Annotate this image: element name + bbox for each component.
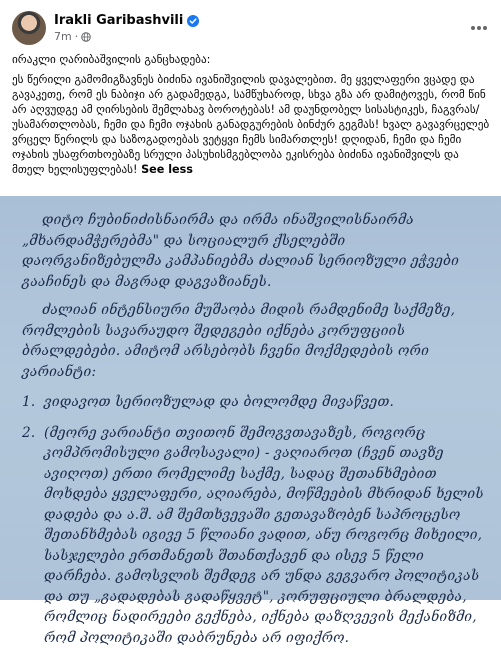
- avatar[interactable]: [12, 11, 46, 45]
- letter-text: [22, 210, 487, 648]
- letter-paragraph: დიტო ჩუბინიძისნაირმა და ირმა ინაშვილისნაირმა „მხარდამჭერებმა" და სოციალურ ქსელებში დაორგანიზებულმა კამპანიებმა ძალიან სერიოზული ეჭვები გააჩინეს და მაგრად დაგვაზიანეს.: [22, 210, 487, 292]
- letter-list-item: [22, 392, 487, 413]
- verified-badge-icon: [187, 15, 199, 27]
- letter-paragraph: ძალიან ინტენსიური მუშაობა მიდის რამდენიმე საქმეზე, რომლების სავარაუდო შედეგები იქნება კორუფციის ბრალდებები. ამიტომ არსებობს ჩვენი მოქმედების ორი ვარიანტი:: [22, 300, 487, 382]
- list-number: 1.: [22, 392, 44, 413]
- post-paragraph: [12, 72, 491, 177]
- see-less-link[interactable]: See less: [141, 163, 193, 176]
- author-name[interactable]: Irakli Garibashvili: [54, 13, 183, 28]
- author-row: [54, 13, 199, 28]
- list-text: (მეორე ვარიანტი თვითონ შემოგვთავაზეს, როგორც კომპრომისული გამოსავალი) - ვაღიაროთ (ჩვენ თავზე ავიღოთ) ერთი რომელიმე საქმე, სადაც შეთანხმებით მოხდება ყველაფერი, აღიარება, მოწმეების მხრიდან ხელის დადება და ა.შ. ამ შემთხვევაში გეთავაზობენ საპროცესო შეთანხმებას იგივე 5 წლიანი ვადით, ანუ როგორც მიხეილი, სასჯელები ერთმანეთს შთანთქავენ და ისევ 5 წელი დარჩება. გამოსვლის შემდეგ არ უნდა გეგვარო პოლიტიკას და თუ „გადადებას გადაწყვეტ", კორუფციული ბრალდება, რომლიც ნადირეები გექნება, იქნება დაზღვევის მექანიზმი, რომ პოლიტიკაში დაბრუნება არ იფიქრო.: [44, 423, 487, 648]
- post-text: [12, 52, 491, 182]
- more-options-icon[interactable]: [467, 22, 491, 34]
- post-paragraph-text: ეს წერილი გამომიგზავნეს ბიძინა ივანიშვილის დავალებით. მე ყველაფერი ვცადე და გავაკეთე, რომ ეს ნაბიჯი არ გადამედგა, სამწუხაროდ, სხვა გზა არ დამიტოვეს, რომ წინ არ აღვუდგე ამ ღირსების შემლახავ ბოროტებას! ამ დაუნდობელ სისასტიკეს, ჩაგვრას/უსამართლობას, ჩემი და ჩემი ოჯახის განადგურების ბინძურ გეგმას! ხვალ გავავრცელებ ვრცელ წერილს და საზოგადოებას ვეტყვი ჩემს სიმართლეს! დღიდან, ჩემი და ჩემი ოჯახის უსაფრთხოებაზე სრული პასუხისმგებლობა ეკისრება ბიძინა ივანიშვილს და მთელ ხელისუფლებას!: [12, 73, 489, 176]
- post-header: [12, 8, 491, 48]
- time-row: [54, 30, 199, 43]
- globe-icon[interactable]: [81, 32, 91, 42]
- separator-dot: ·: [75, 30, 79, 43]
- letter-photo[interactable]: [0, 196, 501, 600]
- list-number: 2.: [22, 423, 44, 648]
- post-time[interactable]: 7m: [54, 30, 72, 43]
- post-meta: [54, 13, 199, 43]
- letter-list-item: [22, 423, 487, 648]
- list-text: ვიდავოთ სერიოზულად და ბოლომდე მივაწვეთ.: [44, 392, 487, 413]
- post-paragraph: ირაკლი ღარიბაშვილის განცხადება:: [12, 52, 491, 67]
